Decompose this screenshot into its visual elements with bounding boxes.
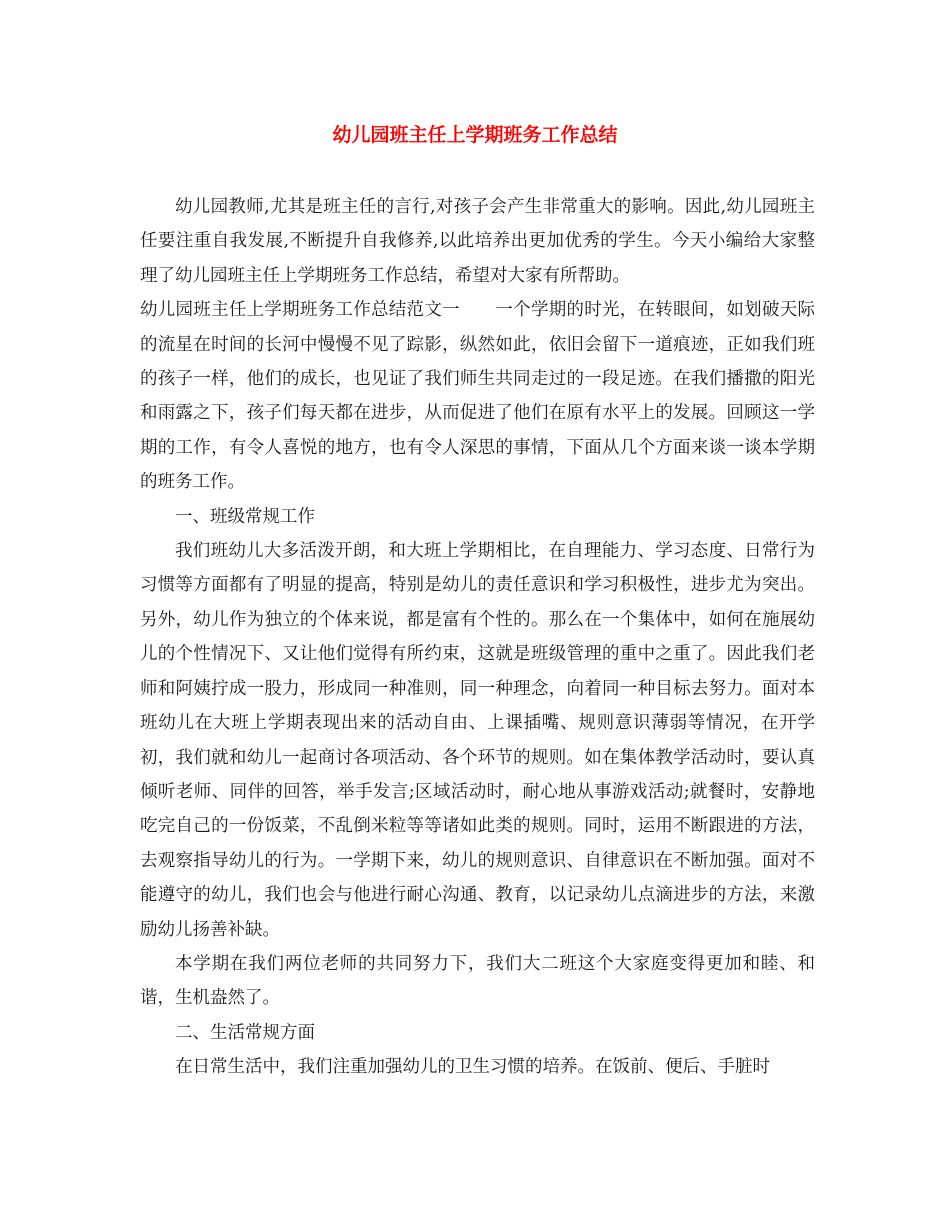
paragraph-sample-one: 幼儿园班主任上学期班务工作总结范文一 一个学期的时光，在转眼间，如划破天际的流星在时间的长河中慢慢不见了踪影，纵然如此，依旧会留下一道痕迹，正如我们班的孩子一样，他们的成长，也见证了我们师生共同走过的一段足迹。在我们播撒的阳光和雨露之下，孩子们每天都在进步，从而促进了他们在原有水平上的发展。回顾这一学期的工作，有令人喜悦的地方，也有令人深思的事情，下面从几个方面来谈一谈本学期的班务工作。 <box>140 300 815 493</box>
paragraph-class-summary: 本学期在我们两位老师的共同努力下，我们大二班这个大家庭变得更加和睦、和谐，生机盎然了。 <box>140 953 815 1009</box>
section-heading-daily-life: 二、生活常规方面 <box>175 1022 315 1043</box>
document-title: 幼儿园班主任上学期班务工作总结 <box>332 124 618 146</box>
section-heading-class-routine: 一、班级常规工作 <box>175 506 315 527</box>
paragraph-intro: 幼儿园教师,尤其是班主任的言行,对孩子会产生非常重大的影响。因此,幼儿园班主任要注重自我发展,不断提升自我修养,以此培养出更加优秀的学生。今天小编给大家整理了幼儿园班主任上学期班务工作总结，希望对大家有所帮助。 <box>140 197 815 286</box>
paragraph-class-routine: 我们班幼儿大多活泼开朗，和大班上学期相比，在自理能力、学习态度、日常行为习惯等方面都有了明显的提高，特别是幼儿的责任意识和学习积极性，进步尤为突出。另外，幼儿作为独立的个体来说，都是富有个性的。那么在一个集体中，如何在施展幼儿的个性情况下、又让他们觉得有所约束，这就是班级管理的重中之重了。因此我们老师和阿姨拧成一股力，形成同一种准则，同一种理念，向着同一种目标去努力。面对本班幼儿在大班上学期表现出来的活动自由、上课插嘴、规则意识薄弱等情况，在开学初，我们就和幼儿一起商讨各项活动、各个环节的规则。如在集体教学活动时，要认真倾听老师、同伴的回答，举手发言;区域活动时，耐心地从事游戏活动;就餐时，安静地吃完自己的一份饭菜，不乱倒米粒等等诸如此类的规则。同时，运用不断跟进的方法，去观察指导幼儿的行为。一学期下来，幼儿的规则意识、自律意识在不断加强。面对不能遵守的幼儿，我们也会与他进行耐心沟通、教育，以记录幼儿点滴进步的方法，来激励幼儿扬善补缺。 <box>140 541 815 940</box>
document-body <box>140 190 815 1085</box>
paragraph-daily-life: 在日常生活中，我们注重加强幼儿的卫生习惯的培养。在饭前、便后、手脏时 <box>175 1057 770 1078</box>
